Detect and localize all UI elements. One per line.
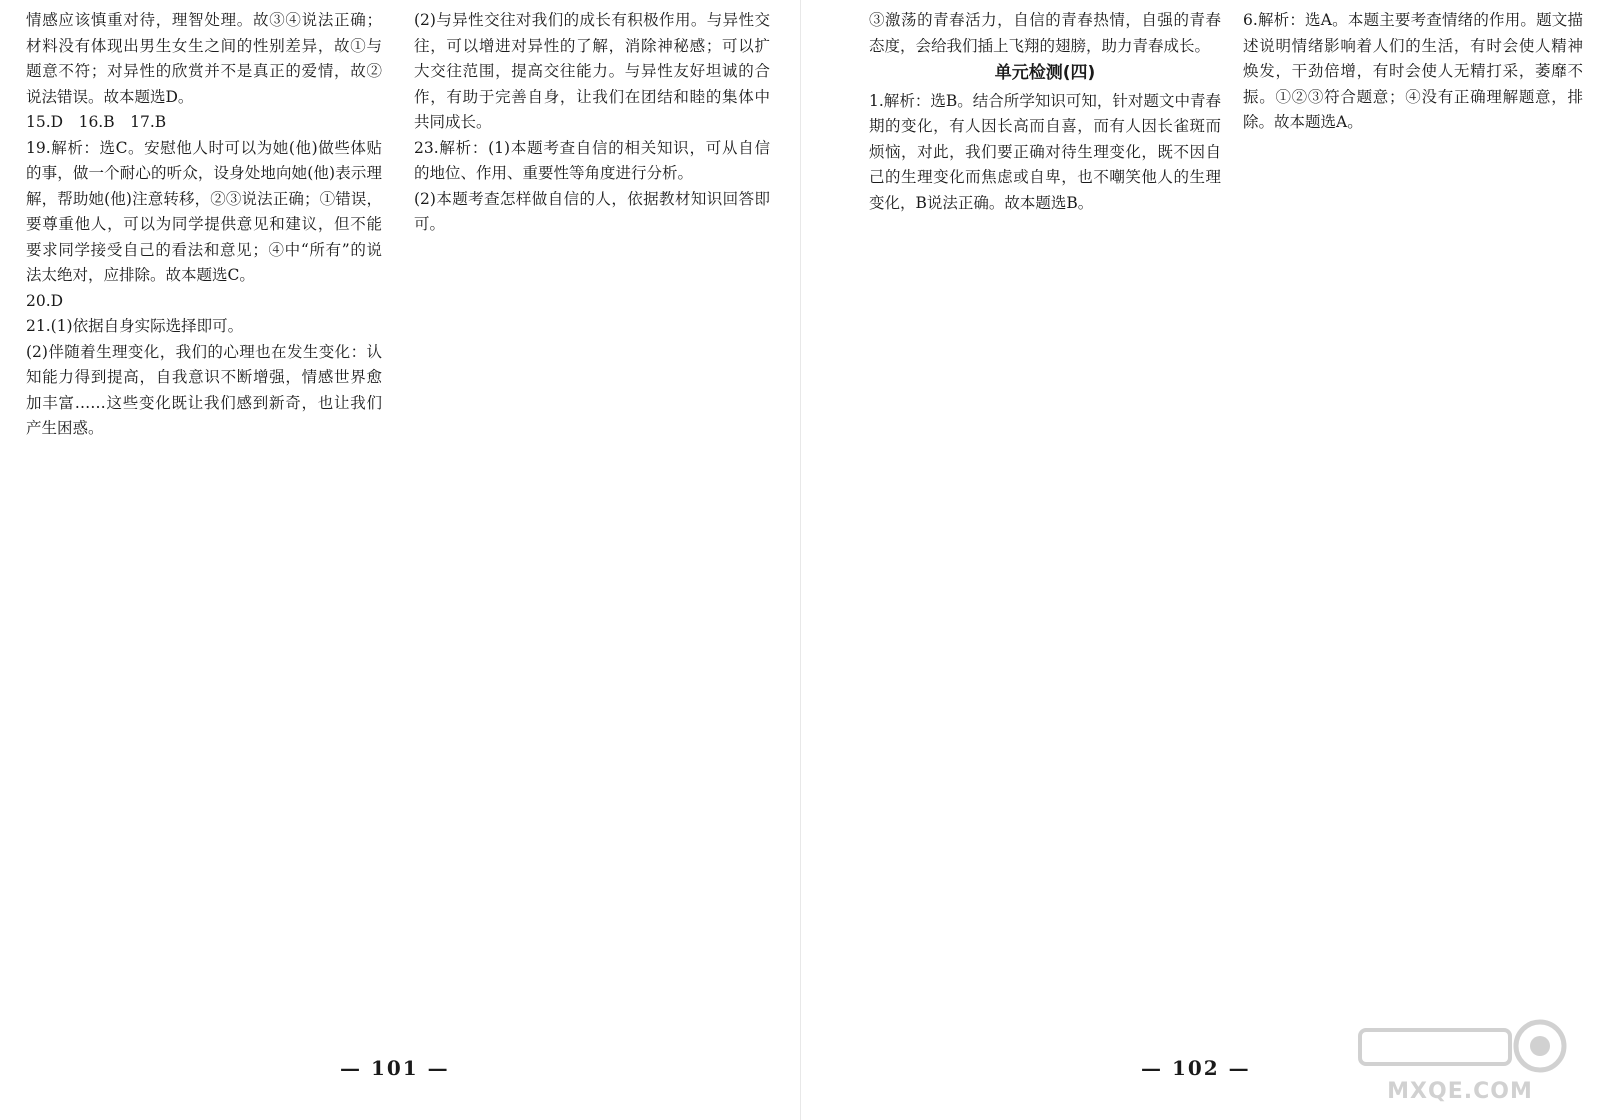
watermark-text: MXQE.COM — [1387, 1079, 1533, 1104]
right-column-2 — [1243, 8, 1583, 1010]
right-page — [800, 0, 1600, 1120]
right-column-1 — [869, 8, 1221, 1010]
page-number: — 101 — — [340, 1056, 450, 1080]
answer-item: 21.(1)依据自身实际选择即可。 — [26, 317, 244, 335]
answer-item: 6.解析：选A。本题主要考查情绪的作用。题文描述说明情绪影响着人们的生活，有时会使人精神焕发，干劲倍增，有时会使人无精打采，萎靡不振。①②③符合题意；④没有正确理解题意，排除。故本题选A。 — [1243, 11, 1583, 131]
watermark — [1340, 1016, 1580, 1104]
paragraph: (2)本题考查怎样做自信的人，依据教材知识回答即可。 — [414, 189, 770, 233]
left-column-1 — [26, 8, 382, 1010]
page-number: — 102 — — [1141, 1056, 1251, 1080]
left-column-2 — [414, 8, 770, 1010]
section-title: 单元检测(四) — [994, 63, 1096, 83]
answer-item: 23.解析：(1)本题考查自信的相关知识，可从自信的地位、作用、重要性等角度进行分析。 — [414, 138, 770, 182]
answer-line: 20.D — [26, 291, 64, 310]
paragraph: (2)与异性交往对我们的成长有积极作用。与异性交往，可以增进对异性的了解，消除神秘感；可以扩大交往范围，提高交往能力。与异性友好坦诚的合作，有助于完善自身，让我们在团结和睦的集体中共同成长。 — [414, 11, 770, 131]
answer-line: 15.D 16.B 17.B — [26, 113, 167, 131]
paragraph: ③激荡的青春活力，自信的青春热情，自强的青春态度，会给我们插上飞翔的翅膀，助力青春成长。 — [869, 11, 1221, 55]
paragraph: (2)伴随着生理变化，我们的心理也在发生变化：认知能力得到提高，自我意识不断增强，情感世界愈加丰富……这些变化既让我们感到新奇，也让我们产生困惑。 — [26, 342, 382, 437]
answer-item: 19.解析：选C。安慰他人时可以为她(他)做些体贴的事，做一个耐心的听众，设身处地向她(他)表示理解，帮助她(他)注意转移，②③说法正确；①错误，要尊重他人，可以为同学提供意见和建议，但不能要求同学接受自己的看法和意见；④中“所有”的说法太绝对，应排除。故本题选C。 — [26, 138, 382, 284]
paragraph: 情感应该慎重对待，理智处理。故③④说法正确；材料没有体现出男生女生之间的性别差异，故①与题意不符；对异性的欣赏并不是真正的爱情，故②说法错误。故本题选D。 — [26, 11, 382, 106]
answer-item: 1.解析：选B。结合所学知识可知，针对题文中青春期的变化，有人因长高而自喜，而有人因长雀斑而烦恼，对此，我们要正确对待生理变化，既不因自己的生理变化而焦虑或自卑，也不嘲笑他人的生理变化，B说法正确。故本题选B。 — [869, 91, 1221, 212]
